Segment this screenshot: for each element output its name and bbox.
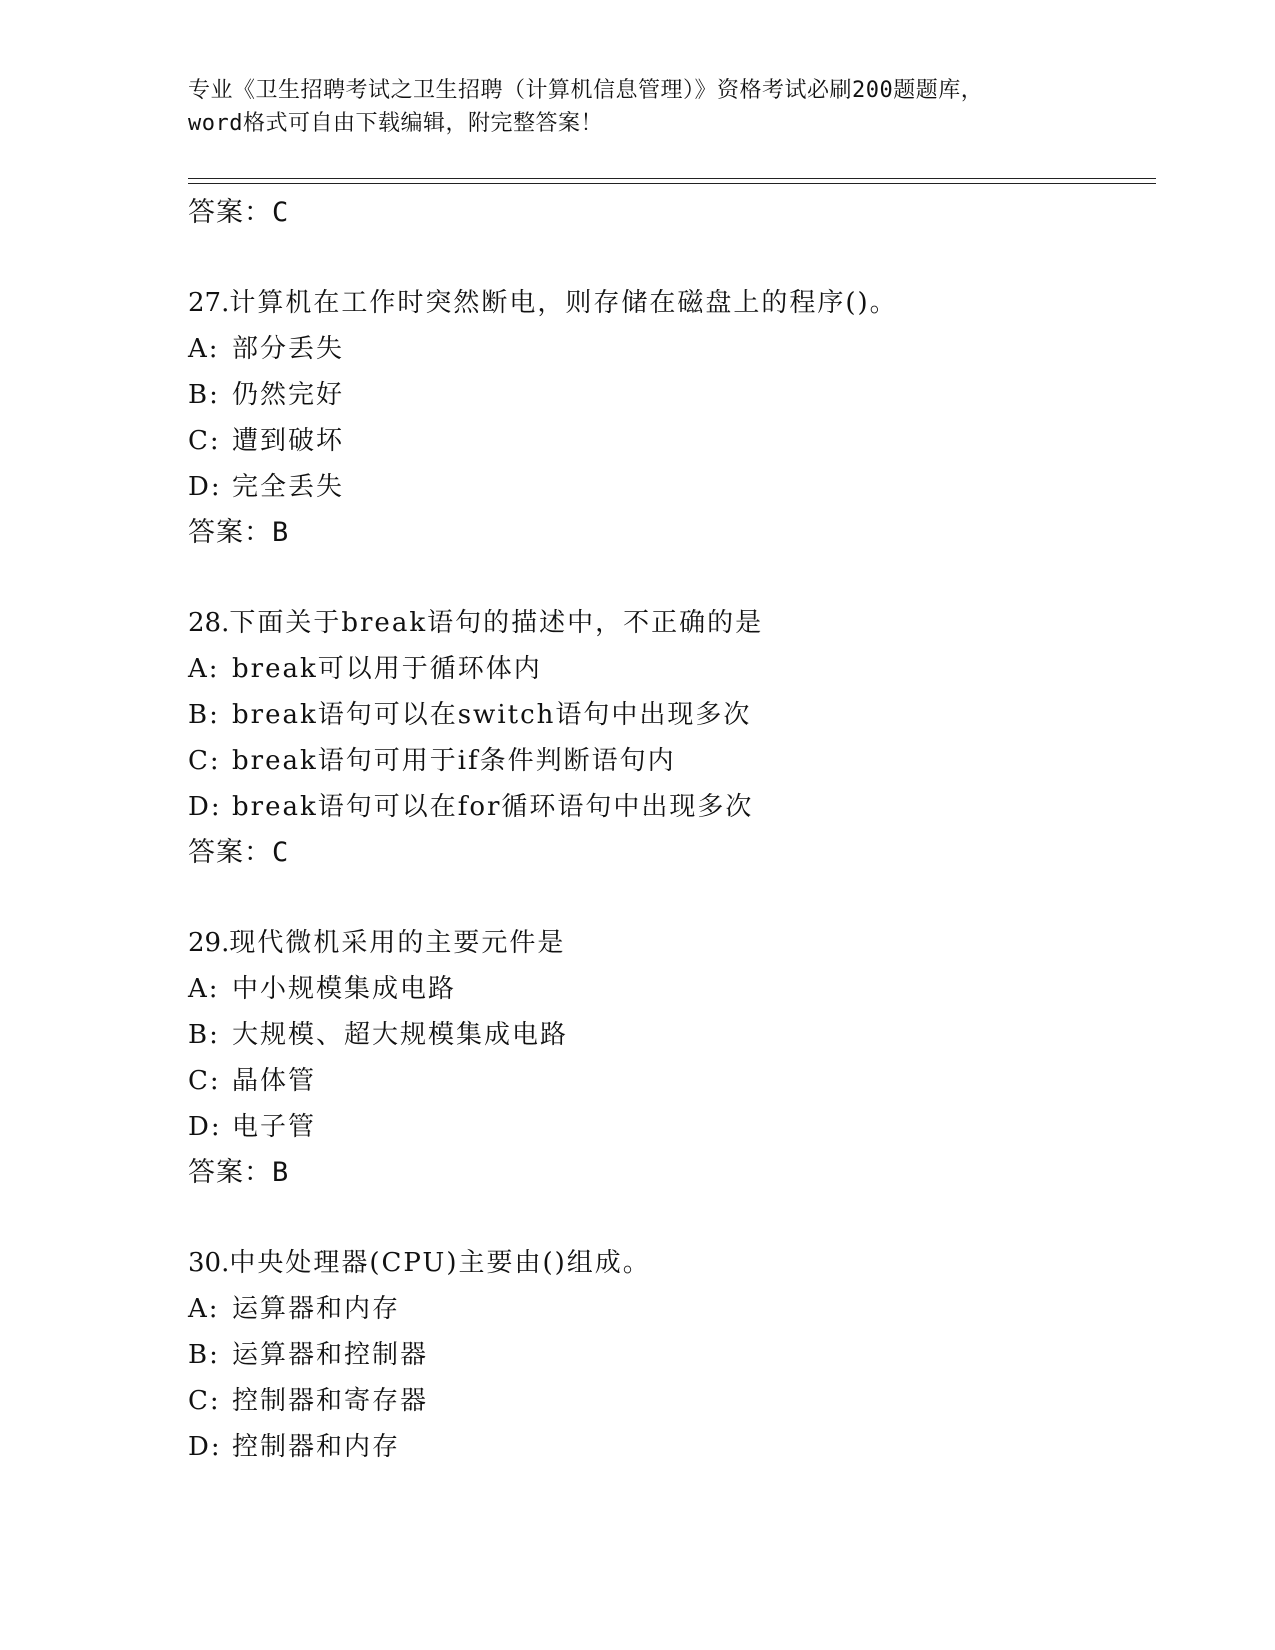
option-letter: D:	[188, 792, 222, 822]
option-d	[188, 784, 1148, 830]
option-d	[188, 1424, 1148, 1470]
option-letter: A:	[188, 334, 220, 364]
question-28	[188, 600, 1148, 876]
answer-label: 答案：	[188, 1157, 272, 1188]
option-letter: C:	[188, 426, 221, 456]
question-list	[188, 190, 1148, 1470]
option-c	[188, 1058, 1148, 1104]
answer	[188, 510, 1148, 556]
option-a	[188, 1286, 1148, 1332]
option-letter: A:	[188, 654, 220, 684]
question-stem	[188, 280, 1148, 326]
document-header	[188, 74, 1088, 140]
option-text: break语句可用于if条件判断语句内	[232, 746, 676, 776]
question-stem	[188, 600, 1148, 646]
option-letter: C:	[188, 1386, 221, 1416]
option-text: 晶体管	[232, 1066, 317, 1096]
option-text: 运算器和控制器	[232, 1340, 429, 1370]
option-b	[188, 692, 1148, 738]
option-c	[188, 738, 1148, 784]
option-letter: C:	[188, 1066, 221, 1096]
question-27	[188, 280, 1148, 556]
answer-label: 答案：	[188, 197, 272, 228]
option-letter: D:	[188, 472, 222, 502]
option-letter: B:	[188, 700, 220, 730]
question-number: 29.	[188, 928, 230, 958]
option-text: 部分丢失	[232, 334, 345, 364]
option-text: break语句可以在switch语句中出现多次	[232, 700, 752, 730]
question-stem	[188, 920, 1148, 966]
option-c	[188, 1378, 1148, 1424]
option-d	[188, 464, 1148, 510]
option-a	[188, 966, 1148, 1012]
option-letter: A:	[188, 1294, 220, 1324]
answer-value: C	[272, 197, 290, 228]
question-number: 27.	[188, 288, 230, 318]
option-text: 大规模、超大规模集成电路	[232, 1020, 569, 1050]
option-letter: B:	[188, 380, 220, 410]
header-line-2: word格式可自由下载编辑，附完整答案！	[188, 111, 603, 136]
option-text: break语句可以在for循环语句中出现多次	[232, 792, 754, 822]
question-number: 28.	[188, 608, 230, 638]
option-b	[188, 1012, 1148, 1058]
question-text: 中央处理器(CPU)主要由()组成。	[229, 1248, 651, 1278]
option-text: 遭到破坏	[232, 426, 345, 456]
option-text: 中小规模集成电路	[232, 974, 457, 1004]
option-a	[188, 326, 1148, 372]
option-b	[188, 1332, 1148, 1378]
option-letter: A:	[188, 974, 220, 1004]
question-stem	[188, 1240, 1148, 1286]
option-a	[188, 646, 1148, 692]
option-c	[188, 418, 1148, 464]
answer-label: 答案：	[188, 837, 272, 868]
question-30	[188, 1240, 1148, 1470]
option-text: 控制器和寄存器	[232, 1386, 429, 1416]
answer	[188, 830, 1148, 876]
header-line-1: 专业《卫生招聘考试之卫生招聘（计算机信息管理）》资格考试必刷200题题库，	[188, 78, 984, 103]
answer-value: B	[272, 517, 290, 548]
option-letter: B:	[188, 1340, 220, 1370]
option-letter: B:	[188, 1020, 220, 1050]
header-divider	[188, 178, 1156, 184]
option-letter: D:	[188, 1112, 222, 1142]
question-text: 现代微机采用的主要元件是	[229, 928, 566, 958]
question-text: 下面关于break语句的描述中，不正确的是	[229, 608, 764, 638]
option-d	[188, 1104, 1148, 1150]
option-text: 控制器和内存	[232, 1432, 401, 1462]
question-number: 30.	[188, 1248, 230, 1278]
answer-value: B	[272, 1157, 290, 1188]
option-text: 电子管	[232, 1112, 317, 1142]
question-29	[188, 920, 1148, 1196]
option-text: 运算器和内存	[232, 1294, 401, 1324]
option-text: break可以用于循环体内	[232, 654, 542, 684]
previous-answer	[188, 190, 1148, 236]
answer	[188, 1150, 1148, 1196]
answer-value: C	[272, 837, 290, 868]
option-letter: D:	[188, 1432, 222, 1462]
option-b	[188, 372, 1148, 418]
option-text: 仍然完好	[232, 380, 345, 410]
question-text: 计算机在工作时突然断电，则存储在磁盘上的程序()。	[229, 288, 898, 318]
answer-label: 答案：	[188, 517, 272, 548]
option-letter: C:	[188, 746, 221, 776]
option-text: 完全丢失	[232, 472, 345, 502]
